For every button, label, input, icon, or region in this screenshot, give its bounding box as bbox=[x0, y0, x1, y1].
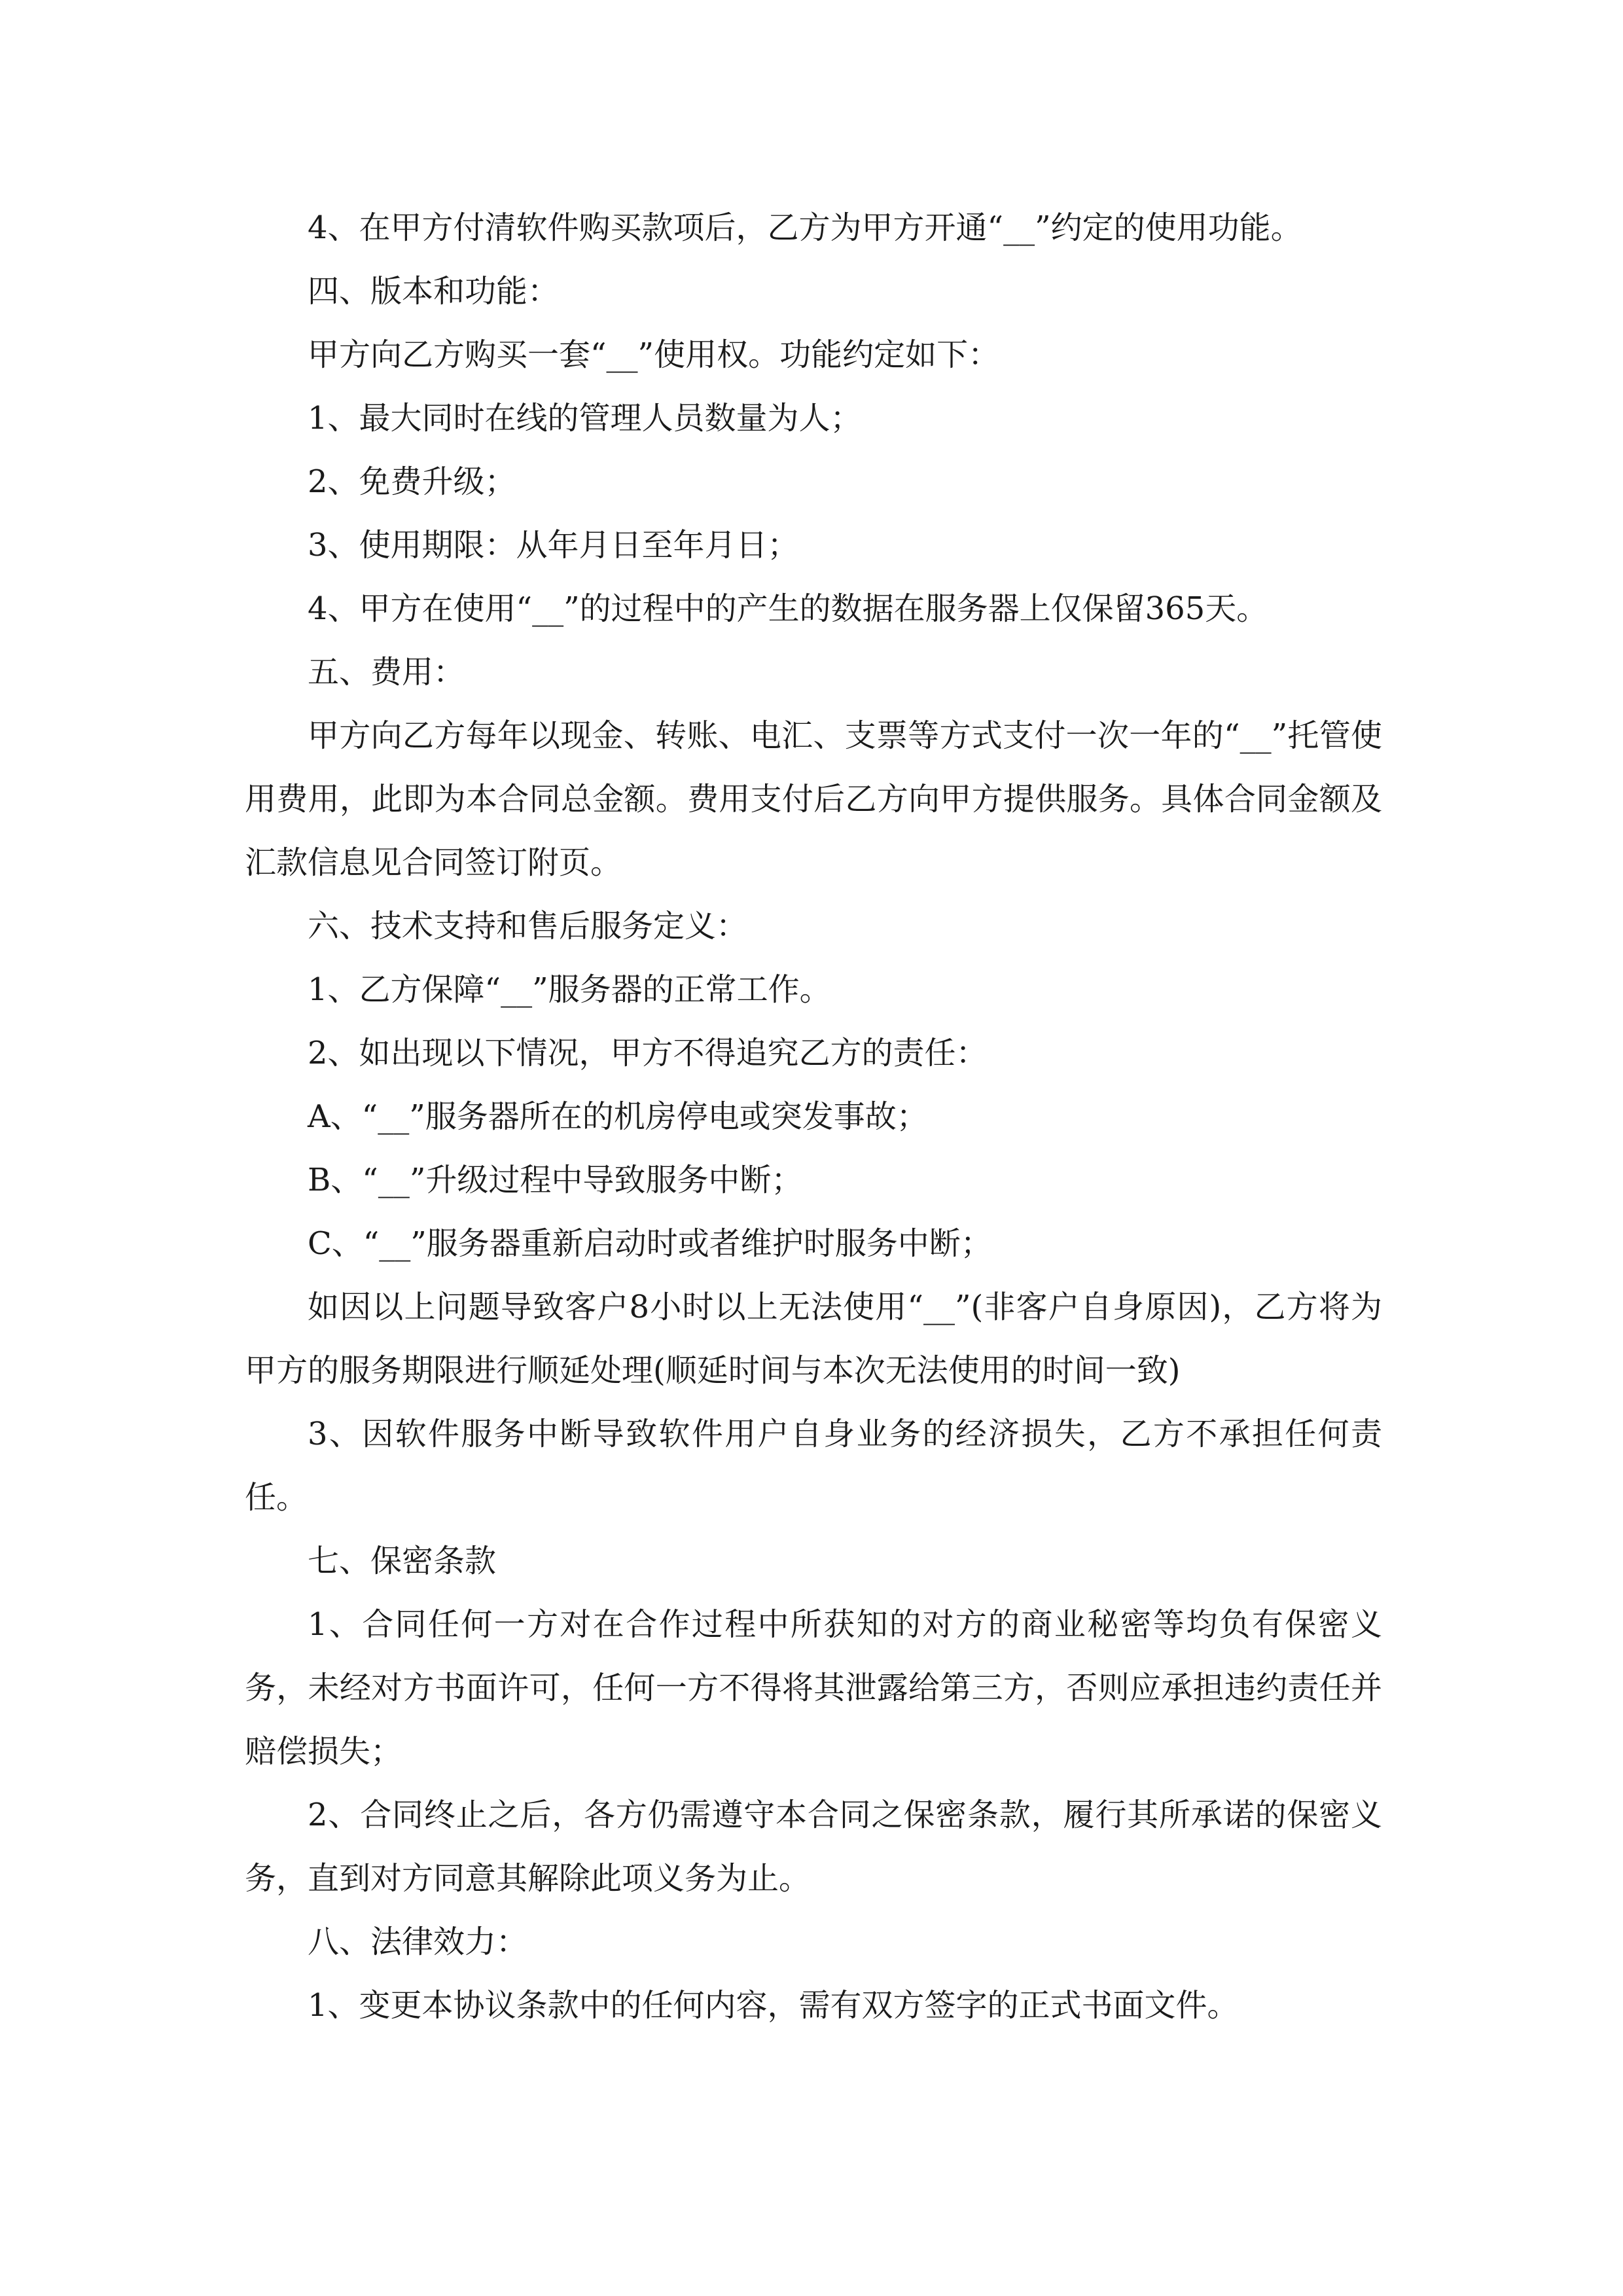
paragraph-6: 3、使用期限：从年月日至年月日； bbox=[308, 527, 799, 564]
section-heading-legal-effect: 八、法律效力： bbox=[308, 1924, 528, 1960]
section-heading-version-and-functions: 四、版本和功能： bbox=[308, 273, 560, 310]
paragraph-3: 甲方向乙方购买一套“__”使用权。功能约定如下： bbox=[308, 336, 1000, 373]
section-heading-confidentiality: 七、保密条款 bbox=[308, 1543, 497, 1579]
paragraph-11: 1、乙方保障“__”服务器的正常工作。 bbox=[308, 971, 831, 1008]
paragraph-1: 4、在甲方付清软件购买款项后，乙方为甲方开通“__”约定的使用功能。 bbox=[308, 209, 1302, 246]
paragraph-5: 2、免费升级； bbox=[308, 463, 516, 500]
paragraph-14: B、“__”升级过程中导致服务中断； bbox=[308, 1162, 803, 1198]
paragraph-20: 2、合同终止之后，各方仍需遵守本合同之保密条款，履行其所承诺的保密义务，直到对方同意其解除此项义务为止。 bbox=[245, 1797, 1382, 1897]
document-body bbox=[245, 196, 1382, 2037]
paragraph-12: 2、如出现以下情况，甲方不得追究乙方的责任： bbox=[308, 1035, 988, 1071]
paragraph-13: A、“__”服务器所在的机房停电或突发事故； bbox=[308, 1098, 928, 1135]
paragraph-15: C、“__”服务器重新启动时或者维护时服务中断； bbox=[308, 1225, 992, 1262]
paragraph-17: 3、因软件服务中断导致软件用户自身业务的经济损失，乙方不承担任何责任。 bbox=[245, 1416, 1382, 1516]
paragraph-16: 如因以上问题导致客户8小时以上无法使用“__”(非客户自身原因)，乙方将为甲方的服务期限进行顺延处理(顺延时间与本次无法使用的时间一致) bbox=[245, 1289, 1382, 1389]
section-heading-fees: 五、费用： bbox=[308, 654, 465, 691]
paragraph-7: 4、甲方在使用“__”的过程中的产生的数据在服务器上仅保留365天。 bbox=[308, 590, 1268, 627]
paragraph-22: 1、变更本协议条款中的任何内容，需有双方签字的正式书面文件。 bbox=[308, 1987, 1239, 2024]
paragraph-19: 1、合同任何一方对在合作过程中所获知的对方的商业秘密等均负有保密义务，未经对方书面许可，任何一方不得将其泄露给第三方，否则应承担违约责任并赔偿损失； bbox=[245, 1606, 1382, 1770]
paragraph-4: 1、最大同时在线的管理人员数量为人； bbox=[308, 400, 862, 437]
paragraph-9: 甲方向乙方每年以现金、转账、电汇、支票等方式支付一次一年的“__”托管使用费用，此即为本合同总金额。费用支付后乙方向甲方提供服务。具体合同金额及汇款信息见合同签订附页。 bbox=[245, 717, 1382, 881]
section-heading-tech-support: 六、技术支持和售后服务定义： bbox=[308, 908, 748, 944]
